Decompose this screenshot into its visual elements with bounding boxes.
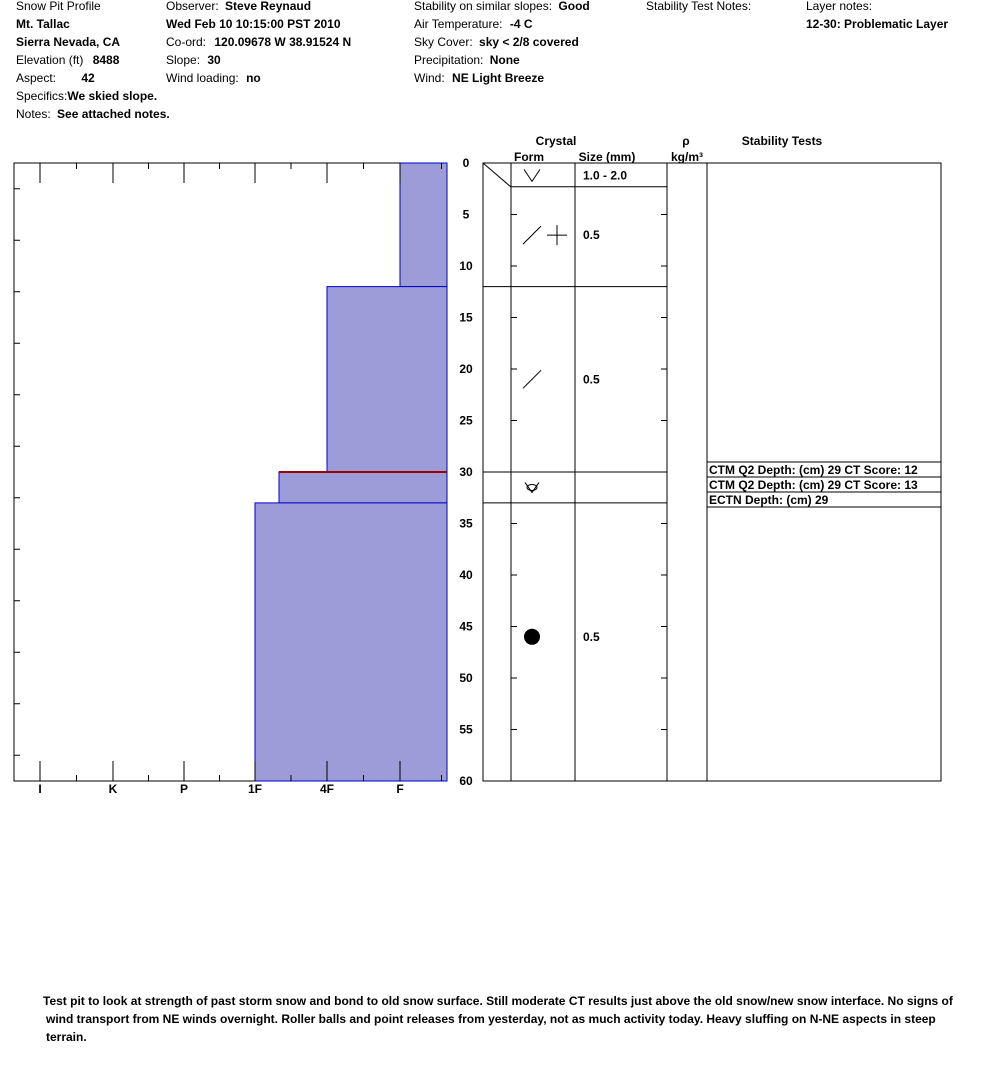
observer-value: Steve Reynaud bbox=[225, 0, 312, 13]
aspect-label: Aspect: bbox=[16, 71, 57, 85]
layer-size-1: 1.0 - 2.0 bbox=[583, 168, 628, 183]
hardness-bar-2 bbox=[327, 287, 447, 472]
melt-freeze-dot bbox=[524, 629, 540, 645]
hardness-bar-4 bbox=[255, 503, 447, 781]
surface-hoar-icon bbox=[525, 482, 539, 492]
range: Sierra Nevada, CA bbox=[16, 35, 121, 49]
notes-line-2: wind transport from NE winds overnight. Roller balls and point releases from yesterday, not as much activity today. Heavy sluffing on N-NE aspects in steep bbox=[46, 1012, 936, 1026]
y-tick-label: 60 bbox=[459, 774, 473, 788]
x-tick-label: F bbox=[396, 782, 404, 796]
layer-notes-value: 12-30: Problematic Layer bbox=[806, 17, 949, 31]
stability-test-3: ECTN Depth: (cm) 29 bbox=[709, 493, 829, 507]
x-tick-label: 1F bbox=[247, 782, 263, 796]
y-tick-label: 20 bbox=[459, 362, 473, 376]
y-tick-label: 55 bbox=[459, 722, 473, 737]
rounded-icon bbox=[523, 370, 541, 388]
notes-label: Notes: bbox=[16, 107, 51, 121]
layer-link-line bbox=[483, 163, 511, 187]
new-snow-icon bbox=[524, 169, 540, 181]
y-tick-label: 40 bbox=[459, 568, 473, 582]
stability-test-notes-label: Stability Test Notes: bbox=[646, 0, 752, 13]
stability-test-2: CTM Q2 Depth: (cm) 29 CT Score: 13 bbox=[709, 478, 918, 492]
observer-label: Observer: bbox=[166, 0, 219, 13]
slash-stroke bbox=[523, 226, 541, 244]
elevation-value: 8488 bbox=[92, 53, 120, 67]
y-tick-label: 10 bbox=[459, 259, 473, 273]
x-tick-label: K bbox=[108, 782, 118, 796]
sky-label: Sky Cover: bbox=[414, 35, 473, 49]
precip-value: None bbox=[489, 53, 520, 67]
notes-value: See attached notes. bbox=[57, 107, 170, 121]
aspect-value: 42 bbox=[81, 71, 95, 85]
pit-notes bbox=[43, 992, 958, 1046]
stability-test-1: CTM Q2 Depth: (cm) 29 CT Score: 12 bbox=[709, 463, 918, 477]
hardness-bar-3 bbox=[279, 472, 447, 503]
wind-loading-value: no bbox=[246, 71, 261, 85]
y-tick-label: 45 bbox=[459, 619, 473, 634]
stability-label: Stability on similar slopes: bbox=[414, 0, 553, 13]
layer-size-5: 0.5 bbox=[583, 629, 600, 644]
y-tick-label: 5 bbox=[462, 207, 470, 222]
layer-notes-label: Layer notes: bbox=[806, 0, 873, 13]
layer-size-3: 0.5 bbox=[583, 372, 600, 387]
y-tick-label: 35 bbox=[459, 516, 473, 531]
hardness-bar-1 bbox=[400, 163, 447, 287]
specifics-label: Specifics: bbox=[16, 89, 68, 103]
y-tick-label: 30 bbox=[459, 465, 473, 479]
decomposing-icon bbox=[523, 225, 567, 245]
sky-value: sky < 2/8 covered bbox=[479, 35, 579, 49]
notes-line-3: terrain. bbox=[46, 1030, 87, 1044]
location: Mt. Tallac bbox=[16, 17, 70, 31]
stability-tests-header: Stability Tests bbox=[741, 134, 823, 148]
y-tick-label: 0 bbox=[462, 156, 470, 170]
precip-label: Precipitation: bbox=[414, 53, 484, 67]
form-header: Form bbox=[514, 150, 544, 164]
x-tick-label: I bbox=[38, 782, 42, 796]
elevation-label: Elevation (ft) bbox=[16, 53, 84, 67]
wind-loading-label: Wind loading: bbox=[166, 71, 239, 85]
coord-label: Co-ord: bbox=[166, 35, 207, 49]
notes-line-1: Test pit to look at strength of past storm snow and bond to old snow surface. Still moderate CT results just above the old snow/new snow interface. No signs of bbox=[43, 994, 953, 1008]
size-header: Size (mm) bbox=[578, 150, 636, 164]
specifics-value: We skied slope. bbox=[67, 89, 158, 103]
new-snow-stroke bbox=[524, 169, 540, 181]
slope-label: Slope: bbox=[166, 53, 201, 67]
datetime: Wed Feb 10 10:15:00 PST 2010 bbox=[166, 17, 341, 31]
slope-value: 30 bbox=[207, 53, 221, 67]
slash-stroke bbox=[523, 370, 541, 388]
air-temp-label: Air Temperature: bbox=[414, 17, 503, 31]
coord-value: 120.09678 W 38.91524 N bbox=[214, 35, 352, 49]
wind-value: NE Light Breeze bbox=[452, 71, 545, 85]
y-tick-label: 25 bbox=[459, 413, 473, 428]
y-tick-label: 15 bbox=[459, 310, 473, 325]
rho-header: ρ bbox=[682, 134, 690, 148]
y-tick-label: 50 bbox=[459, 671, 473, 685]
density-unit-header: kg/m³ bbox=[670, 150, 704, 164]
crystal-header: Crystal bbox=[535, 134, 577, 148]
x-tick-label: P bbox=[179, 782, 189, 796]
air-temp-value: -4 C bbox=[509, 17, 533, 31]
x-tick-label: 4F bbox=[319, 782, 335, 796]
stability-value: Good bbox=[558, 0, 590, 13]
wind-label: Wind: bbox=[414, 71, 445, 85]
melt-freeze-icon bbox=[524, 629, 540, 645]
pit-title: Snow Pit Profile bbox=[16, 0, 101, 13]
layer-size-2: 0.5 bbox=[583, 228, 600, 243]
